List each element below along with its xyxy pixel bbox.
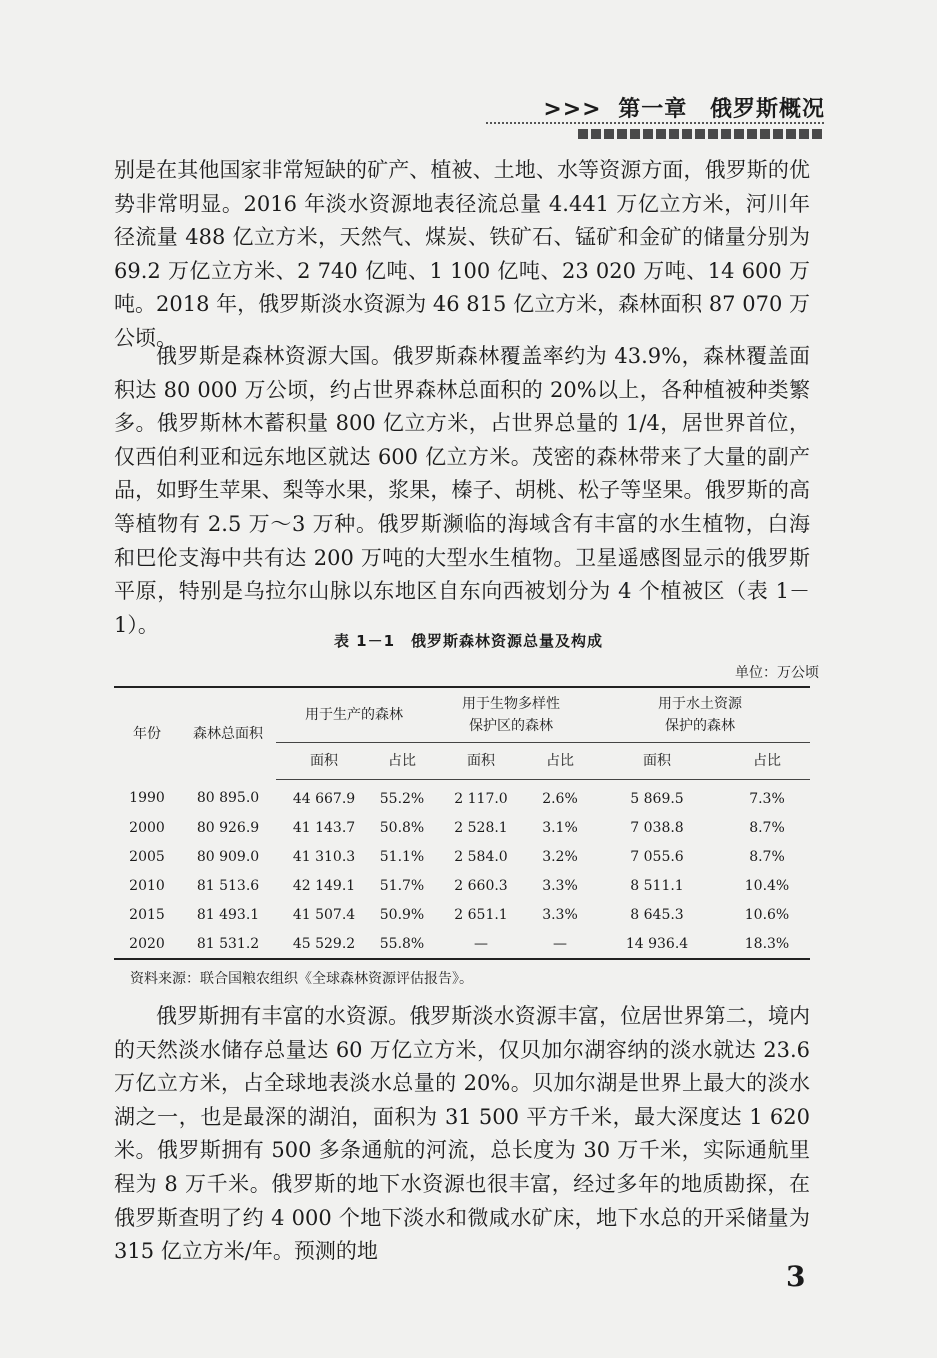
cell-prod-area: 44 667.9	[292, 790, 356, 807]
cell-prod-share: 50.9%	[379, 906, 425, 923]
running-header	[543, 92, 825, 123]
cell-year: 1990	[129, 790, 165, 807]
header-biodiversity-line1: 用于生物多样性	[462, 696, 560, 712]
cell-prod-area: 42 149.1	[292, 877, 356, 894]
paragraph-forest: 俄罗斯是森林资源大国。俄罗斯森林覆盖率约为 43.9%，森林覆盖面积达 80 000 万公顷，约占世界森林总面积的 20%以上，各种植被种类繁多。俄罗斯林木蓄积量 800 亿立方米，占世界总量的 1/4，居世界首位，仅西伯利亚和远东地区就达 600 亿立方米。茂密的森林带来了大量的副产品，如野生苹果、梨等水果，浆果，榛子、胡桃、松子等坚果。俄罗斯的高等植物有 2.5 万～3 万种。俄罗斯濒临的海域含有丰富的水生植物，白海和巴伦支海中共有达 200 万吨的大型水生植物。卫星遥感图显示的俄罗斯平原，特别是乌拉尔山脉以东地区自东向西被划分为 4 个植被区（表 1－1）。	[114, 344, 810, 637]
cell-bio-share: 3.3%	[542, 906, 578, 923]
table-row	[114, 780, 810, 814]
header-soil-line1: 用于水土资源	[658, 696, 742, 712]
cell-soil-share: 8.7%	[749, 848, 785, 865]
chapter-title: 俄罗斯概况	[709, 97, 825, 122]
cell-prod-area: 45 529.2	[292, 935, 356, 952]
cell-soil-area: 14 936.4	[625, 935, 689, 952]
cell-bio-area: 2 528.1	[454, 819, 508, 836]
cell-year: 2015	[129, 906, 165, 923]
header-soil-water	[590, 687, 810, 743]
cell-bio-share: —	[553, 935, 567, 952]
cell-soil-share: 8.7%	[749, 819, 785, 836]
header-soil-area: 面积	[590, 743, 724, 780]
table-title: 表 1－1 俄罗斯森林资源总量及构成	[333, 632, 604, 650]
cell-prod-share: 55.8%	[379, 935, 425, 952]
cell-soil-share: 7.3%	[749, 790, 785, 807]
cell-bio-share: 3.1%	[542, 819, 578, 836]
header-arrows: >>>	[543, 97, 602, 122]
header-total: 森林总面积	[193, 725, 263, 742]
cell-year: 2020	[129, 935, 165, 952]
cell-soil-share: 10.6%	[744, 906, 790, 923]
table-row	[114, 900, 810, 929]
table-row	[114, 813, 810, 842]
cell-year: 2000	[129, 819, 165, 836]
cell-prod-area: 41 310.3	[292, 848, 356, 865]
table-row	[114, 871, 810, 900]
header-production: 用于生产的森林	[276, 687, 432, 743]
table-row	[114, 929, 810, 959]
header-prod-share: 占比	[372, 743, 432, 780]
cell-bio-area: 2 117.0	[454, 790, 508, 807]
cell-bio-area: 2 660.3	[454, 877, 508, 894]
cell-year: 2005	[129, 848, 165, 865]
table-unit: 单位：万公顷	[735, 665, 819, 681]
cell-soil-area: 8 645.3	[630, 906, 684, 923]
cell-prod-share: 51.7%	[379, 877, 425, 894]
header-bio-share: 占比	[530, 743, 590, 780]
page-number: 3	[786, 1260, 806, 1293]
cell-bio-share: 2.6%	[542, 790, 578, 807]
cell-prod-share: 50.8%	[379, 819, 425, 836]
cell-total: 80 895.0	[196, 790, 260, 807]
header-dotted-rule	[486, 122, 824, 124]
paragraph-water: 俄罗斯拥有丰富的水资源。俄罗斯淡水资源丰富，位居世界第二，境内的天然淡水储存总量达 60 万亿立方米，仅贝加尔湖容纳的淡水就达 23.6 万亿立方米，占全球地表淡水总量的 20%。贝加尔湖是世界上最大的淡水湖之一，也是最深的湖泊，面积为 31 500 平方千米，最大深度达 1 620 米。俄罗斯拥有 500 多条通航的河流，总长度为 30 万千米，实际通航里程为 8 万千米。俄罗斯的地下水资源也很丰富，经过多年的地质勘探，在俄罗斯查明了约 4 000 个地下淡水和微咸水矿床，地下水总的开采储量为 315 亿立方米/年。预测的地	[114, 1004, 810, 1264]
header-biodiversity-line2: 保护区的森林	[469, 718, 553, 734]
cell-bio-share: 3.2%	[542, 848, 578, 865]
cell-bio-share: 3.3%	[542, 877, 578, 894]
cell-total: 81 513.6	[196, 877, 260, 894]
header-year: 年份	[133, 725, 161, 742]
cell-total: 81 531.2	[196, 935, 260, 952]
header-soil-line2: 保护的森林	[665, 718, 735, 734]
chapter-label: 第一章	[618, 97, 688, 122]
cell-year: 2010	[129, 877, 165, 894]
cell-soil-share: 10.4%	[744, 877, 790, 894]
header-prod-area: 面积	[276, 743, 372, 780]
cell-bio-area: 2 584.0	[454, 848, 508, 865]
header-soil-share: 占比	[724, 743, 810, 780]
cell-total: 80 926.9	[196, 819, 260, 836]
cell-soil-area: 7 055.6	[630, 848, 684, 865]
cell-soil-area: 7 038.8	[630, 819, 684, 836]
cell-bio-area: 2 651.1	[454, 906, 508, 923]
cell-prod-area: 41 143.7	[292, 819, 356, 836]
header-bio-area: 面积	[432, 743, 530, 780]
cell-soil-area: 5 869.5	[630, 790, 684, 807]
cell-soil-share: 18.3%	[744, 935, 790, 952]
forest-table	[114, 686, 810, 960]
header-bar-rule	[578, 129, 824, 139]
cell-prod-area: 41 507.4	[292, 906, 356, 923]
table-row	[114, 842, 810, 871]
cell-prod-share: 51.1%	[379, 848, 425, 865]
cell-total: 80 909.0	[196, 848, 260, 865]
cell-total: 81 493.1	[196, 906, 260, 923]
table-source: 资料来源：联合国粮农组织《全球森林资源评估报告》。	[130, 971, 473, 987]
cell-bio-area: —	[474, 935, 488, 952]
cell-prod-share: 55.2%	[379, 790, 425, 807]
cell-soil-area: 8 511.1	[630, 877, 684, 894]
paragraph-resources: 别是在其他国家非常短缺的矿产、植被、土地、水等资源方面，俄罗斯的优势非常明显。2016 年淡水资源地表径流总量 4.441 万亿立方米，河川年径流量 488 亿立方米，天然气、煤炭、铁矿石、锰矿和金矿的储量分别为 69.2 万亿立方米、2 740 亿吨、1 100 亿吨、23 020 万吨、14 600 万吨。2018 年，俄罗斯淡水资源为 46 815 亿立方米，森林面积 87 070 万公顷。	[114, 158, 810, 350]
header-biodiversity	[432, 687, 590, 743]
